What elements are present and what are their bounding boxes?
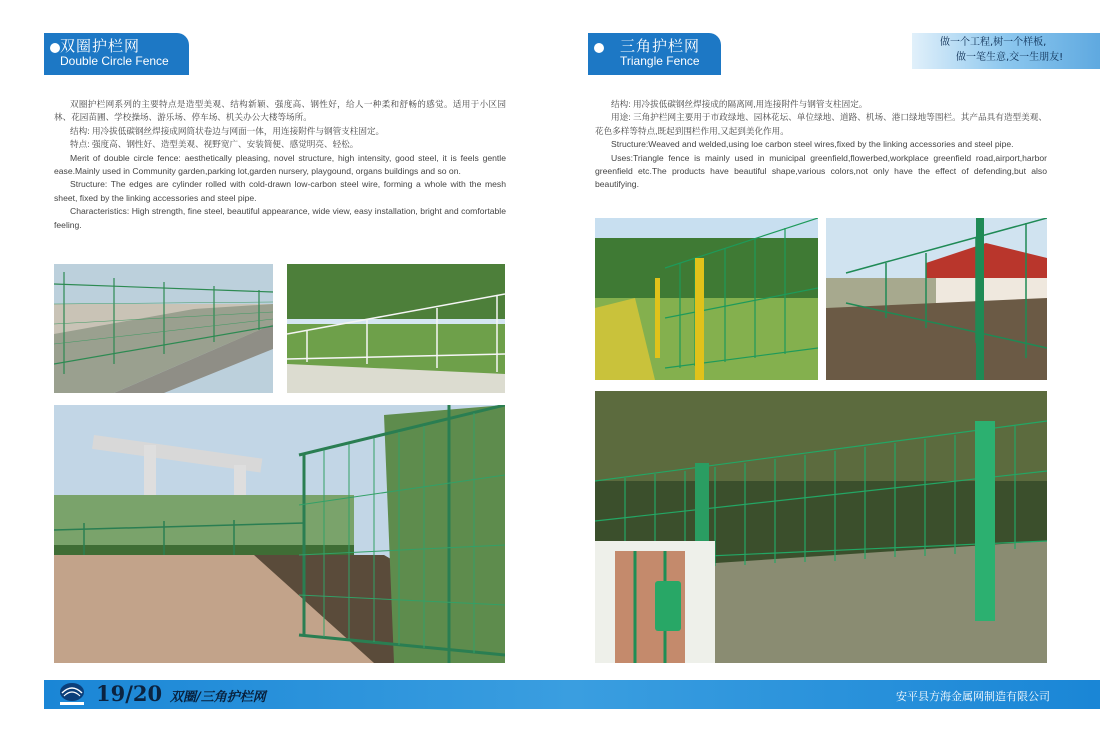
page-numbers: 19/20 xyxy=(96,681,163,706)
paragraph: 结构: 用冷拔低碳钢丝焊接成的隔离网,用连接附件与钢管支柱固定。 xyxy=(611,99,868,109)
section-tab-double-circle xyxy=(44,33,189,73)
section-title-cn: 三角护栏网 xyxy=(620,37,701,55)
paragraph: 双圈护栏网系列的主要特点是造型美观、结构新颖、强度高、钢性好，给人一种柔和舒畅的感觉。适用于小区园林、花园苗圃、学校操场、游乐场、停车场、机关办公大楼等场所。 xyxy=(54,99,506,123)
slogan-banner xyxy=(912,33,1100,69)
photo-promenade-fence xyxy=(54,405,505,663)
slogan-line: 做一个工程,树一个样板, xyxy=(940,37,1047,48)
photo-triangle-fence-closeup xyxy=(595,391,1047,663)
section-underline xyxy=(588,73,721,75)
right-description xyxy=(595,98,1047,192)
section-underline xyxy=(44,73,189,75)
section-tab-triangle xyxy=(588,33,721,73)
footer-bar xyxy=(44,680,1100,709)
paragraph: Characteristics: High strength, fine steel, beautiful appearance, wide view, easy installation, bright and comfortable feeling. xyxy=(54,206,506,230)
bullet-icon xyxy=(50,43,60,53)
section-title-en: Triangle Fence xyxy=(620,54,700,68)
paragraph: 结构: 用冷拔低碳钢丝焊接成网筒状卷边与网面一体，用连接附件与钢管支柱固定。 xyxy=(70,125,385,136)
bullet-icon xyxy=(594,43,604,53)
paragraph: Merit of double circle fence: aesthetically pleasing, novel structure, high intensity, good steel, it is feels gentle ease.Mainly used in Community garden,parking lot,garden nursery, playgound, organs buildings and so on. xyxy=(54,152,506,177)
company-logo-icon xyxy=(58,681,86,707)
section-title-cn: 双圈护栏网 xyxy=(60,37,141,55)
section-title-en: Double Circle Fence xyxy=(60,54,169,68)
company-name: 安平县方海金属网制造有限公司 xyxy=(896,690,1050,703)
photo-white-fence-lawn xyxy=(287,264,505,393)
photo-yellow-post-fence xyxy=(595,218,818,380)
left-description xyxy=(54,98,506,232)
paragraph: 用途: 三角护栏网主要用于市政绿地、园林花坛、单位绿地、道路、机场、港口绿地等围栏。其产品具有造型美观、花色多样等特点,既起到围栏作用,又起到美化作用。 xyxy=(595,112,1047,136)
paragraph: Uses:Triangle fence is mainly used in municipal greenfield,flowerbed,workplace greenfield road,airport,harbor greenfield etc.The products have beautiful shape,various colors,not only have the effect of defending,but also beautifying. xyxy=(595,152,1047,190)
photo-overpass-fence xyxy=(54,264,273,393)
footer-title: 双圈/三角护栏网 xyxy=(170,690,266,705)
paragraph: Structure:Weaved and welded,using loe carbon steel wires,fixed by the linking accessories and steel pipe. xyxy=(611,139,1014,150)
paragraph: 特点: 强度高、钢性好、造型美观、视野宽广、安装简便、感觉明亮、轻松。 xyxy=(70,139,359,150)
slogan-line: 做一笔生意,交一生朋友! xyxy=(956,52,1064,63)
paragraph: Structure: The edges are cylinder rolled with cold-drawn low-carbon steel wire, forming a whole with the mesh sheet, fixed by the linking accessories and steel pipe. xyxy=(54,179,506,203)
photo-red-house-fence xyxy=(826,218,1047,380)
